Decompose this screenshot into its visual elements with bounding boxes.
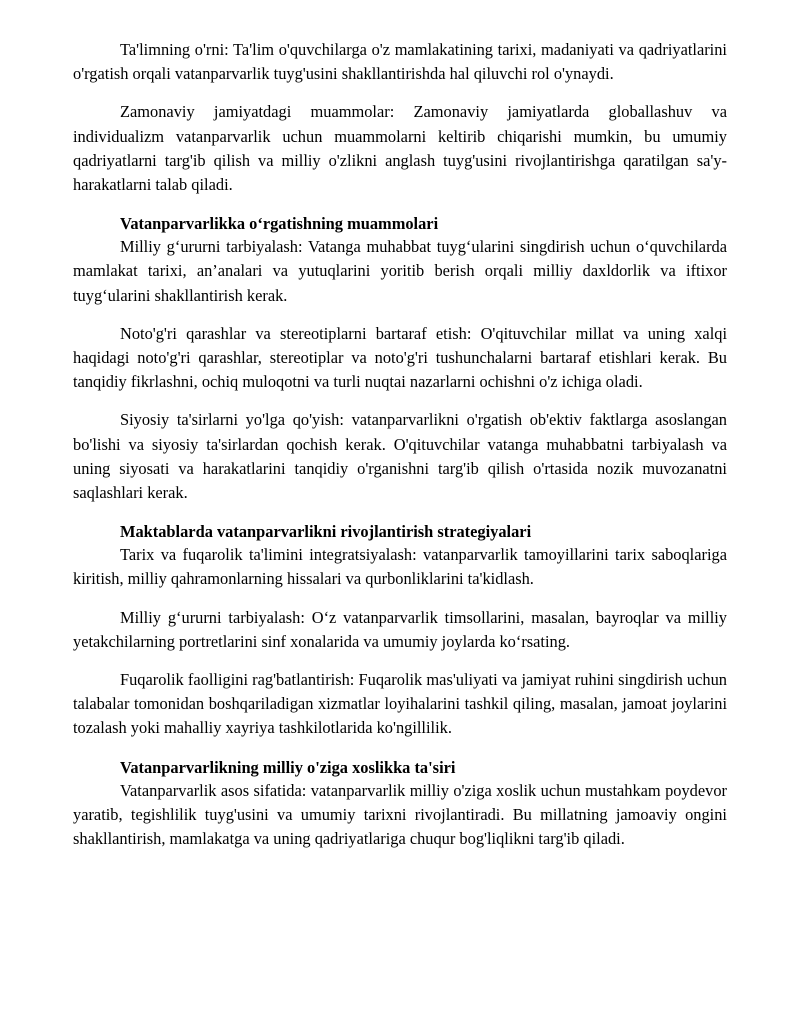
paragraph: Fuqarolik faolligini rag'batlantirish: Fuqarolik mas'uliyati va jamiyat ruhini singdirish uchun talabalar tomonidan boshqariladigan xizmatlar loyihalarini tashkil qiling, masalan, jamoat joylarini tozalash yoki mahalliy xayriya tashkilotlarida ko'ngillilik. [73,670,727,738]
paragraph: Milliy g‘ururni tarbiyalash: O‘z vatanparvarlik timsollarini, masalan, bayroqlar va milliy yetakchilarning portretlarini sinf xonalarida va umumiy joylarda ko‘rsating. [73,607,727,651]
paragraph: Ta'limning o'rni: Ta'lim o'quvchilarga o'z mamlakatining tarixi, madaniyati va qadriyatlarini o'rgatish orqali vatanparvarlik tuyg'usini shakllantirishda hal qiluvchi rol o'ynaydi. [73,40,727,84]
paragraph: Siyosiy ta'sirlarni yo'lga qo'yish: vatanparvarlikni o'rgatish ob'ektiv faktlarga asoslangan bo'lishi va siyosiy ta'sirlardan qochish kerak. O'qituvchilar vatanga muhabbatni tarbiyalash va uning siyosati va harakatlarini tanqidiy o'rganishni targ'ib qilish o'rtasida nozik muvozanatni saqlashlari kerak. [73,410,727,503]
section-heading: Vatanparvarlikning milliy o'ziga xoslikka ta'siri [120,757,456,777]
paragraph: Tarix va fuqarolik ta'limini integratsiyalash: vatanparvarlik tamoyillarini tarix saboqlariga kiritish, milliy qahramonlarning hissalari va qurbonliklarini ta'kidlash. [73,545,727,589]
paragraph: Noto'g'ri qarashlar va stereotiplarni bartaraf etish: O'qituvchilar millat va uning xalqi haqidagi noto'g'ri qarashlar, stereotiplar va noto'g'ri tushunchalarni bartaraf etishlari kerak. Bu tanqidiy fikrlashni, ochiq muloqotni va turli nuqtai nazarlarni ochishni o'z ichiga oladi. [73,323,727,392]
paragraph: Milliy g‘ururni tarbiyalash: Vatanga muhabbat tuyg‘ularini singdirish uchun o‘quvchilarda mamlakat tarixi, an’analari va yutuqlarini yoritib berish orqali milliy daxldorlik va iftixor tuyg‘ularini shakllantirish kerak. [73,237,727,305]
section-heading: Maktablarda vatanparvarlikni rivojlantirish strategiyalari [120,522,532,542]
paragraph: Zamonaviy jamiyatdagi muammolar: Zamonaviy jamiyatlarda globallashuv va individualizm vatanparvarlik uchun muammolarni keltirib chiqarishi mumkin, bu umumiy qadriyatlarni targ'ib qilish va milliy o'zlikni anglash tuyg'usini rivojlantirishga qaratilgan sa'y-harakatlarni talab qiladi. [73,102,727,195]
paragraph: Vatanparvarlik asos sifatida: vatanparvarlik milliy o'ziga xoslik uchun mustahkam poydevor yaratib, tegishlilik tuyg'usini va umumiy tarixni rivojlantiradi. Bu millatning jamoaviy ongini shakllantirish, mamlakatga va uning qadriyatlariga chuqur bog'liqlikni targ'ib qiladi. [73,780,727,849]
document-page [73,38,727,851]
section-heading: Vatanparvarlikka o‘rgatishning muammolari [120,214,439,234]
